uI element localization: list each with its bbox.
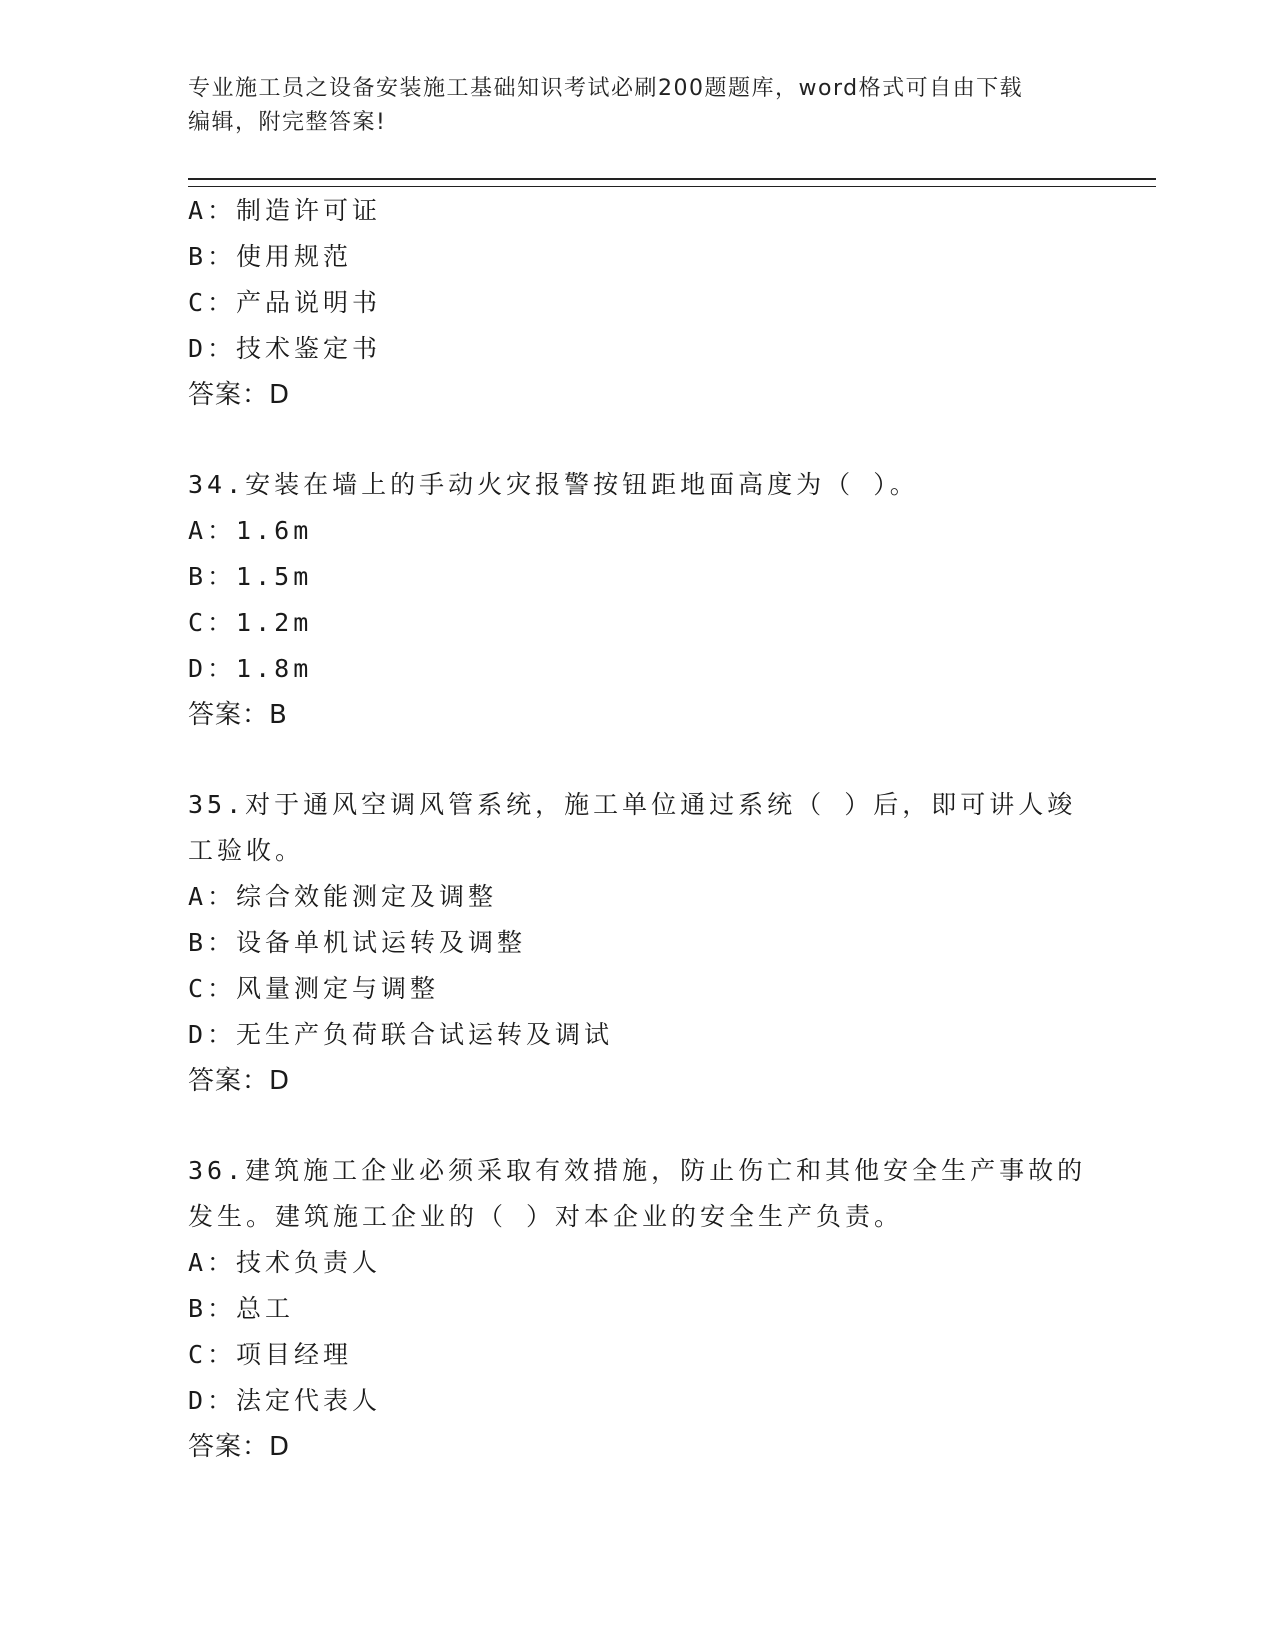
answer-line: 答案：D	[188, 1066, 291, 1096]
question-list	[188, 188, 1088, 1470]
header-title-line-1: 专业施工员之设备安装施工基础知识考试必刷200题题库，word格式可自由下载	[188, 76, 1024, 101]
answer-line: 答案：D	[188, 380, 291, 410]
option-a: A：技术负责人	[188, 1248, 382, 1277]
option-b: B：1.5m	[188, 562, 313, 591]
question-block-33	[188, 188, 1088, 418]
document-header	[188, 72, 1078, 140]
option-a: A：1.6m	[188, 516, 313, 545]
option-b: B：总工	[188, 1294, 295, 1323]
option-d: D：法定代表人	[188, 1386, 382, 1415]
spacer	[188, 1104, 1088, 1148]
spacer	[188, 738, 1088, 782]
option-b: B：设备单机试运转及调整	[188, 928, 527, 957]
question-text-continued: 发生。建筑施工企业的（ ）对本企业的安全生产负责。	[188, 1202, 904, 1231]
spacer	[188, 418, 1088, 462]
header-title-line-2: 编辑，附完整答案!	[188, 110, 387, 135]
option-b: B：使用规范	[188, 242, 353, 271]
option-a: A：综合效能测定及调整	[188, 882, 498, 911]
question-block-36	[188, 1148, 1088, 1470]
question-text: 34.安装在墙上的手动火灾报警按钮距地面高度为（ ）。	[188, 470, 919, 499]
option-a: A：制造许可证	[188, 196, 382, 225]
question-text: 35.对于通风空调风管系统，施工单位通过系统（ ）后，即可讲人竣	[188, 790, 1077, 819]
option-c: C：风量测定与调整	[188, 974, 440, 1003]
question-block-35	[188, 782, 1088, 1104]
option-d: D：无生产负荷联合试运转及调试	[188, 1020, 614, 1049]
header-divider	[188, 178, 1156, 187]
option-d: D：技术鉴定书	[188, 334, 382, 363]
option-c: C：产品说明书	[188, 288, 382, 317]
option-c: C：项目经理	[188, 1340, 353, 1369]
question-block-34	[188, 462, 1088, 738]
question-text: 36.建筑施工企业必须采取有效措施，防止伤亡和其他安全生产事故的	[188, 1156, 1087, 1185]
answer-line: 答案：D	[188, 1432, 291, 1462]
option-c: C：1.2m	[188, 608, 313, 637]
question-text-continued: 工验收。	[188, 836, 305, 865]
answer-line: 答案：B	[188, 700, 288, 730]
option-d: D：1.8m	[188, 654, 313, 683]
